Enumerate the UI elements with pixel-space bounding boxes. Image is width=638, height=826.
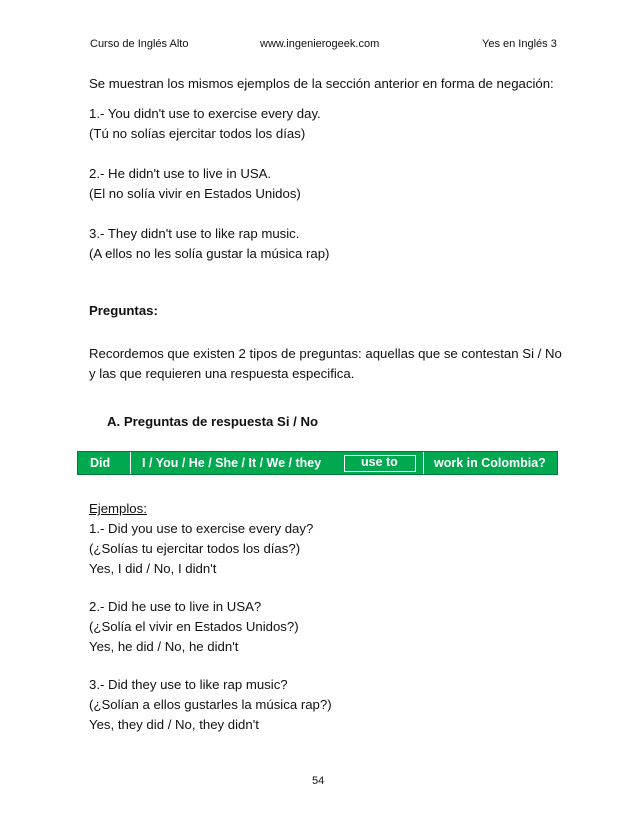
- table-cell-verb: work in Colombia?: [434, 456, 546, 470]
- negation-1-en: 1.- You didn't use to exercise every day.: [89, 106, 321, 121]
- intro-text: Se muestran los mismos ejemplos de la sección anterior en forma de negación:: [89, 76, 554, 91]
- negation-2-en: 2.- He didn't use to live in USA.: [89, 166, 272, 181]
- negation-1-es: (Tú no solías ejercitar todos los días): [89, 126, 306, 141]
- negation-3-en: 3.- They didn't use to like rap music.: [89, 226, 300, 241]
- example-1-question: 1.- Did you use to exercise every day?: [89, 521, 314, 536]
- example-3-answer: Yes, they did / No, they didn't: [89, 717, 259, 732]
- table-cell-did: Did: [90, 456, 111, 470]
- table-divider: [423, 452, 424, 474]
- example-2-translation: (¿Solía el vivir en Estados Unidos?): [89, 619, 299, 634]
- example-3-translation: (¿Solían a ellos gustarles la música rap?): [89, 697, 332, 712]
- questions-heading: Preguntas:: [89, 303, 158, 318]
- section-a-heading: A. Preguntas de respuesta Si / No: [107, 414, 319, 429]
- negation-2-es: (El no solía vivir en Estados Unidos): [89, 186, 301, 201]
- example-1-translation: (¿Solías tu ejercitar todos los días?): [89, 541, 301, 556]
- examples-label: Ejemplos:: [89, 501, 147, 516]
- example-2-question: 2.- Did he use to live in USA?: [89, 599, 262, 614]
- table-cell-use-to: use to: [361, 455, 398, 469]
- table-divider: [130, 452, 131, 474]
- negation-3-es: (A ellos no les solía gustar la música rap): [89, 246, 330, 261]
- example-3-question: 3.- Did they use to like rap music?: [89, 677, 288, 692]
- table-cell-subjects: I / You / He / She / It / We / they: [142, 456, 322, 470]
- header-website: www.ingenierogeek.com: [260, 38, 380, 50]
- example-2-answer: Yes, he did / No, he didn't: [89, 639, 239, 654]
- header-section: Yes en Inglés 3: [482, 38, 557, 50]
- questions-text-line-1: Recordemos que existen 2 tipos de preguntas: aquellas que se contestan Si / No: [89, 346, 562, 361]
- questions-text-line-2: y las que requieren una respuesta especifica.: [89, 366, 355, 381]
- example-1-answer: Yes, I did / No, I didn't: [89, 561, 217, 576]
- question-structure-table: [77, 451, 558, 475]
- header-course-title: Curso de Inglés Alto: [90, 38, 189, 50]
- page-number: 54: [312, 775, 325, 787]
